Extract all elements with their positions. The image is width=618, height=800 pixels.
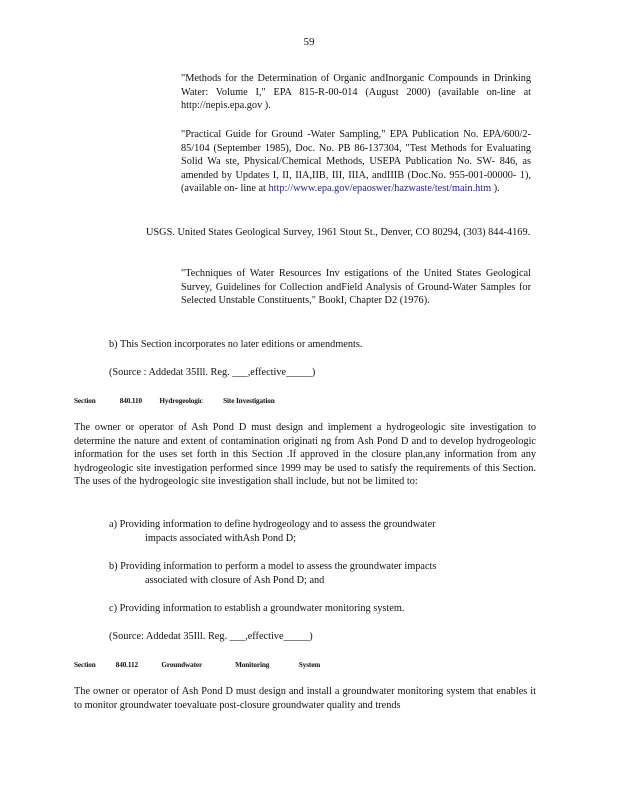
reference-epa-methods: "Methods for the Determination of Organic andInorganic Compounds in Drinking Water: Volume I," EPA 815-R-00-014 (August 2000) (available on-line at http://nepis.epa.gov ). [181, 73, 531, 112]
section-title-part-2: Monitoring [235, 661, 270, 669]
section-heading-840-112 [74, 659, 320, 673]
page-number: 59 [303, 36, 315, 48]
list-item-a-first-line: a) Providing information to define hydrogeology and to assess the groundwater [109, 519, 436, 530]
source-note-2: (Source: Addedat 35Ill. Reg. ___,effective_____) [109, 631, 313, 642]
section-number: 840.110 [119, 397, 142, 405]
section-840-112-body: The owner or operator of Ash Pond D must design and install a groundwater monitoring system that enables it to monitor groundwater toevaluate post-closure groundwater quality and trends [74, 686, 536, 711]
section-number: 840.112 [115, 661, 138, 669]
list-item-c-first-line: c) Providing information to establish a groundwater monitoring system. [109, 603, 405, 614]
section-title-part-3: System [298, 661, 321, 669]
list-item-c [109, 602, 499, 616]
list-item-b-continuation: associated with closure of Ash Pond D; and [145, 574, 325, 586]
section-title-part-1: Hydrogeologic [159, 397, 203, 405]
epa-test-methods-link[interactable]: http://www.epa.gov/epaoswer/hazwaste/test/main.htm [268, 183, 492, 195]
section-heading-840-110 [74, 395, 275, 409]
section-b-statement: b) This Section incorporates no later editions or amendments. [109, 339, 363, 350]
section-title-part-2: Site Investigation [223, 397, 275, 405]
section-label: Section [74, 661, 96, 669]
source-note-1: (Source : Addedat 35Ill. Reg. ___,effective_____) [109, 367, 316, 378]
list-item-a-continuation: impacts associated withAsh Pond D; [145, 532, 297, 544]
list-item-a [109, 518, 499, 545]
reference-usgs-techniques: "Techniques of Water Resources Inv estigations of the United States Geological Survey, Guidelines for Collection andField Analysis of Ground-Water Samples for Selected Unstable Constituents," BookI, Chapter D2 (1976). [181, 268, 531, 307]
list-item-b-first-line: b) Providing information to perform a model to assess the groundwater impacts [109, 561, 437, 572]
section-title-part-1: Groundwater [161, 661, 203, 669]
reference-epa-sampling [181, 128, 531, 196]
section-840-110-body: The owner or operator of Ash Pond D must design and implement a hydrogeologic site investigation to determine the nature and extent of contamination originati ng from Ash Pond D and to develop hydrogeologic information for the uses set forth in this Section .If approved in the closure plan,any information from any hydrogeologic site investigation performed since 1999 may be used to satisfy the requirements of this Section. The uses of the hydrogeologic site investigation shall include, but not be limited to: [74, 422, 536, 488]
reference-epa-sampling-text: "Practical Guide for Ground -Water Sampling," EPA Publication No. EPA/600/2-85/104 (September 1985), Doc. No. PB 86-137304, "Test Methods for Evaluating Solid Wa ste, Physical/Chemical Methods, USEPA Publication No. SW- 846, as amended by Updates I, II, IIA,IIB, III, IIIA, andIIIB (Doc.No. 955-001-00000- 1), (available on- line at [181, 129, 531, 195]
reference-epa-sampling-end: ). [491, 183, 500, 195]
section-label: Section [74, 397, 96, 405]
list-item-b [109, 560, 499, 587]
usgs-address: USGS. United States Geological Survey, 1961 Stout St., Denver, CO 80294, (303) 844-4169. [146, 227, 531, 238]
